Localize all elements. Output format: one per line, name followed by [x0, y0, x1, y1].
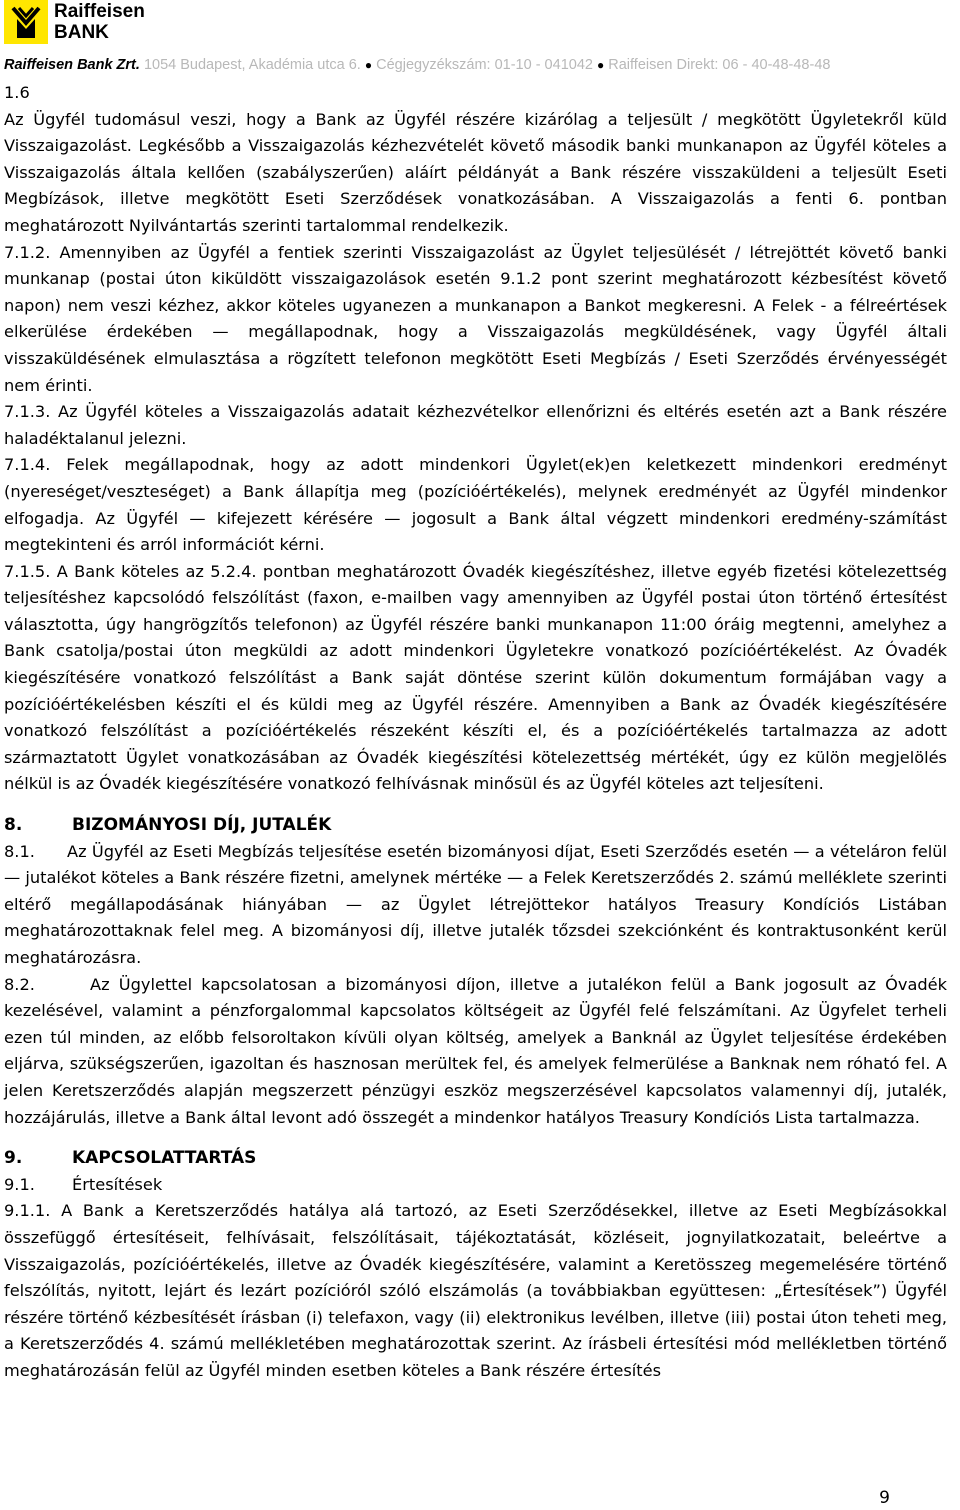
company-registry: Cégjegyzékszám: 01-10 - 041042 — [376, 57, 593, 73]
company-address: 1054 Budapest, Akadémia utca 6. — [143, 57, 361, 73]
logo-line-2: BANK — [54, 22, 109, 43]
document-body — [4, 80, 953, 1385]
section-9-title: KAPCSOLATTARTÁS — [72, 1148, 257, 1169]
section-8-number: 8. — [4, 815, 23, 836]
page-number: 9 — [879, 1488, 890, 1508]
paragraph-8-2: 8.2. Az Ügylettel kapcsolatosan a bizományosi díjon, illetve a jutalékon felül a Bank jogosult az Óvadék kezelésével, valamint a pénzforgalommal kapcsolatos költségeit az Ügyfél felé felszámítani. Az Ügyfelet terheli ezen túl minden, az előbb felsoroltakon kívüli olyan költség, amelyek a Banknál az Ügylet teljesítése érdekében eljárva, szükségszerűen, igazoltan és hasznosan merültek fel, és amelyek felmerülése a Banknak nem róható fel. A jelen Keretszerződés alapján megszerzett pénzügyi eszköz megszerzésével kapcsolatos valamennyi díj, jutalék, hozzájárulás, illetve a Bank által levont adó összegét a mindenkor hatályos Treasury Kondíciós Lista tartalmazza. — [4, 974, 953, 1127]
bullet-separator: ● — [596, 58, 605, 72]
paragraph-7-1-5: 7.1.5. A Bank köteles az 5.2.4. pontban meghatározott Óvadék kiegészítéshez, illetve egyéb fizetési kötelezettség teljesítéshez kapcsolódó felszólítást (faxon, e-mailben vagy amennyiben az Ügyfél postai úton történő értesítést választotta, úgy hangrögzítős telefonon) az Ügyfél részére banki munkanapon 11:00 óráig megtenni, amelyhez a Bank csatolja/postai úton megküldi az adott mindenkori Ügyletekre vonatkozó pozícióértékelést. Az Óvadék kiegészítésére vonatkozó felszólítást a Bank saját döntése szerint külön dokumentum formájában vagy a pozícióértékelésben készíti el és küldi meg az Ügyfél részére. Amennyiben a Bank az Óvadék kiegészítésére vonatkozó felszólítást a pozícióértékelés részeként készíti el, és a pozícióértékelés tartalmazza az adott származtatott Ügylet vonatkozásában az Óvadék kiegészítési kötelezettség mértékét, úgy ez külön megjelölés nélkül is az Óvadék kiegészítésére vonatkozó felhívásnak minősül és az Ügyfél köteles azt teljesíteni. — [4, 561, 947, 794]
paragraph-number-1-6: 1.6 — [4, 83, 30, 102]
logo-line-1: Raiffeisen — [54, 1, 145, 22]
paragraph-7-1-4: 7.1.4. Felek megállapodnak, hogy az adott mindenkori Ügylet(ek)en keletkezett mindenkori eredményt (nyereséget/veszteséget) a Bank állapítja meg (pozícióértékelés), melynek eredményét az Ügyfél mindenkor elfogadja. Az Ügyfél — kifejezett kérésére — jogosult a Bank által végzett mindenkori eredmény-számítást megtekinteni és arról információt kérni. — [4, 455, 947, 555]
subsection-9-1-heading — [4, 1172, 947, 1199]
paragraph-1-6: Az Ügyfél tudomásul veszi, hogy a Bank az Ügyfél részére kizárólag a teljesült / megkötött Ügyletekről küld Visszaigazolást. Legkésőbb a Visszaigazolás kézhezvételét követő második banki munkanapon az Ügyfél köteles a Visszaigazolás általa kellően (szabályszerűen) aláírt példányát a Bank részére visszaküldeni a teljesült Eseti Megbízások, illetve megkötött Eseti Szerződések vonatkozásában. A Visszaigazolás a fenti 6. pontban meghatározott Nyilvántartás szerinti tartalommal rendelkezik. — [4, 109, 947, 235]
raiffeisen-logo — [4, 0, 145, 44]
section-9-number: 9. — [4, 1148, 23, 1169]
paragraph-7-1-3: 7.1.3. Az Ügyfél köteles a Visszaigazolás adatait kézhezvételkor ellenőrizni és eltérés esetén azt a Bank részére haladéktalanul jelezni. — [4, 402, 947, 448]
company-direct: Raiffeisen Direkt: 06 - 40-48-48-48 — [608, 57, 831, 73]
section-8-title: BIZOMÁNYOSI DÍJ, JUTALÉK — [72, 815, 332, 836]
section-8-heading — [4, 812, 947, 839]
paragraph-7-1-2: 7.1.2. Amennyiben az Ügyfél a fentiek szerinti Visszaigazolást az Ügylet teljesülését / létrejöttét követő banki munkanap (postai úton kiküldött visszaigazolások esetén 9.1.2 pont szerint meghatározott kézbesítést követő napon) nem veszi kézhez, akkor köteles ugyanezen a munkanapon a Bankot megkeresni. A Felek - a félreértések elkerülése érdekében — megállapodnak, hogy a Visszaigazolás megküldésének, vagy Ügyfél általi visszaküldésének elmulasztása a rögzített telefonon megkötött Eseti Megbízás / Eseti Szerződés érvényességét nem érinti. — [4, 242, 947, 395]
section-9-heading — [4, 1145, 947, 1172]
paragraph-8-1: 8.1. Az Ügyfél az Eseti Megbízás teljesítése esetén bizományosi díjat, Eseti Szerződés esetén — a vételáron felül — jutalékot köteles a Bank részére fizetni, amelynek mértéke — a Felek Keretszerződés 2. számú melléklete szerinti eltérő megállapodásának hiányában — az Ügylet létrejöttekor hatályos Treasury Kondíciós Listában meghatározottaknak felel meg. A bizományosi díj, illetve jutalék tőzsdei szekciónként és kontraktusonként kerül meghatározásra. — [4, 841, 953, 967]
subsection-9-1-number: 9.1. — [4, 1174, 35, 1194]
company-name: Raiffeisen Bank Zrt. — [4, 57, 140, 73]
subsection-9-1-title: Értesítések — [72, 1174, 163, 1194]
document-header — [4, 0, 960, 73]
gable-crest-icon — [4, 0, 48, 44]
paragraph-9-1-1: 9.1.1. A Bank a Keretszerződés hatálya alá tartozó, az Eseti Szerződésekkel, illetve az Eseti Megbízásokkal összefüggő értesítéseit, felhívásait, felszólításait, tájékoztatását, közléseit, jognyilatkozatait, beleértve a Visszaigazolás, pozícióértékelés, illetve az Óvadék kiegészítésére, valamint a Keretösszeg megemelésére történő felszólítás, nyitott, lejárt és lezárt pozícióról szóló elszámolás (a továbbiakban együttesen: „Értesítések”) Ügyfél részére történő kézbesítését írásban (i) telefaxon, vagy (ii) elektronikus levélben, illetve (iii) postai úton teheti meg, a Keretszerződés 4. számú mellékletében meghatározottak szerint. Az írásbeli értesítési mód mellékletben történő meghatározásán felül az Ügyfél minden esetben köteles a Bank részére értesítés — [4, 1201, 947, 1380]
bullet-separator: ● — [364, 58, 373, 72]
company-address-line — [4, 56, 960, 74]
